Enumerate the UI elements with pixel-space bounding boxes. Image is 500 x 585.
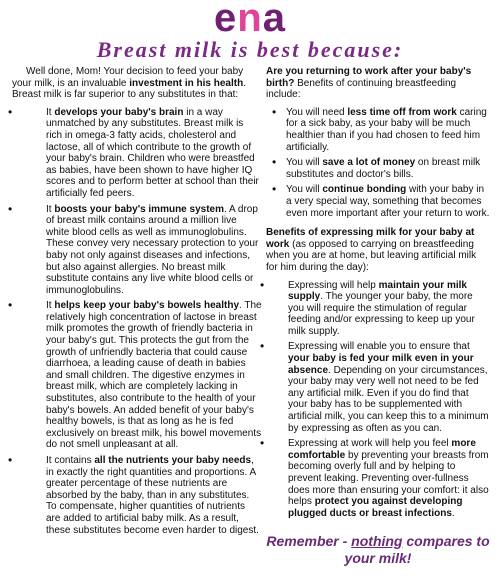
- list-item: • It boosts your baby's immune system. A drop of breast milk contains around a million live white blood cells as well as immunoglobulins. These convey very necessary protection to your baby not only against diseases and infections, but also against allergies. No breast milk substitute contains any live white blood cells or immunoglobulins.: [12, 204, 262, 297]
- list-item: • It helps keep your baby's bowels healthy. The relatively high concentration of lactose in breast milk promotes the growth of friendly bacteria in your baby's gut. This protects the gut from the growth of unfriendly bacteria that could cause diarrhoea, a leading cause of death in babies and small children. The digestive enzymes in breast milk, which are completely lacking in substitutes, also contribute to the health of your baby's bowels. An added benefit of your baby's healthy bowels, is that as long as he is fed exclusively on breast milk, his bowel movements do not smell unpleasant at all.: [12, 300, 262, 451]
- ena-logo: ena: [214, 0, 286, 40]
- list-item: • Expressing will help maintain your milk supply. The younger your baby, the more you will require the stimulation of regular feeding and/or expressing to keep up your milk supply.: [266, 280, 490, 338]
- list-item: • You will continue bonding with your baby in a very special way, something that becomes even more important after your return to work.: [266, 184, 490, 219]
- express-benefits-list: [266, 280, 490, 520]
- benefits-list: [12, 107, 262, 536]
- page-subtitle: Breast milk is best because:: [96, 37, 404, 62]
- closing-message: Remember - nothing compares to your milk!: [266, 533, 490, 566]
- express-section-intro: Benefits of expressing milk for your baby at work (as opposed to carrying on breastfeeding when you are at home, but leaving artificial milk for him during the day):: [266, 227, 477, 273]
- left-column: [12, 66, 262, 540]
- list-item: • You will save a lot of money on breast milk substitutes and doctor's bills.: [266, 157, 490, 180]
- list-item: • Expressing at work will help you feel more comfortable by preventing your breasts from becoming overly full and by helping to prevent leaking. Preventing over-fullness does more than ensuring your comfort: it also helps protect you against developing plugged ducts or breast infections.: [266, 438, 490, 519]
- list-item: • Expressing will enable you to ensure that your baby is fed your milk even in your absence. Depending on your circumstances, your baby may very well not need to be fed any artificial milk. Even if you do find that your baby has to be supplemented with artificial milk, you can keep this to a minimum by expressing as often as you can.: [266, 341, 490, 434]
- work-benefits-list: [266, 107, 490, 219]
- work-heading: Are you returning to work after your baby's birth?: [266, 66, 472, 89]
- list-item: • It develops your baby's brain in a way unmatched by any substitutes. Breast milk is rich in omega-3 fatty acids, cholesterol and lactose, all of which contribute to the growth of your baby's brain. Children who were breastfed as babies, have been shown to have higher IQ scores and to perform better at school than their artificially fed peers.: [12, 107, 262, 200]
- work-section-intro: Are you returning to work after your baby's birth? Benefits of continuing breastfeeding include:: [266, 66, 472, 101]
- intro-paragraph: Well done, Mom! Your decision to feed your baby your milk, is an invaluable investment in his health. Breast milk is far superior to any substitutes in that:: [12, 66, 246, 101]
- list-item: • You will need less time off from work caring for a sick baby, as your baby will be much healthier than if you had chosen to feed him artificially.: [266, 107, 490, 153]
- right-column: [266, 66, 490, 523]
- express-heading: Benefits of expressing milk for your baby at work: [266, 227, 475, 250]
- list-item: • It contains all the nutrients your baby needs, in exactly the right quantities and proportions. A greater percentage of these nutrients are absorbed by the baby, than in any substitutes. To compensate, higher quantities of nutrients are added to artificial baby milk. As a result, these substitutes become even harder to digest.: [12, 455, 262, 536]
